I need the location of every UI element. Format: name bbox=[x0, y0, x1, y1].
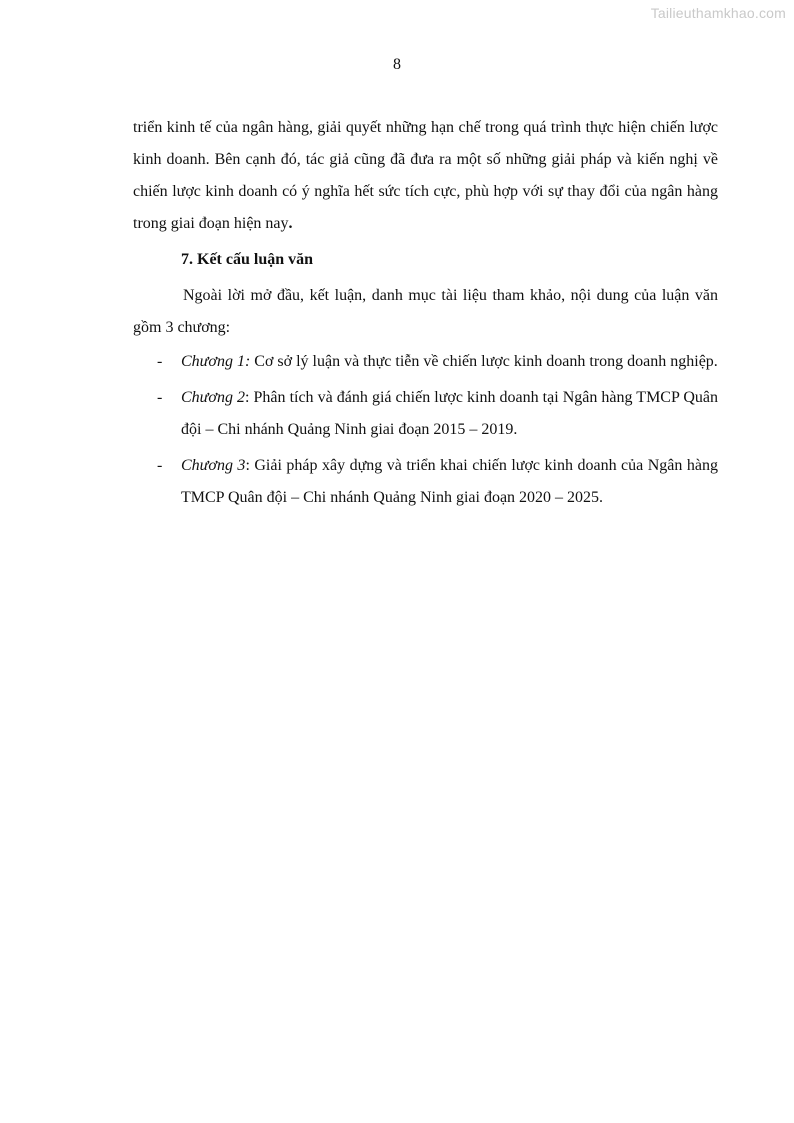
chapter-name: Chương 2 bbox=[181, 389, 245, 406]
paragraph-continuation bbox=[133, 112, 718, 240]
chapter-name: Chương 1: bbox=[181, 353, 251, 370]
chapter-item-3 bbox=[133, 450, 718, 514]
section-intro: Ngoài lời mở đầu, kết luận, danh mục tài liệu tham khảo, nội dung của luận văn gồm 3 chương: bbox=[133, 287, 718, 336]
list-dash: - bbox=[157, 389, 163, 406]
chapter-description: Cơ sở lý luận và thực tiễn về chiến lược kinh doanh trong doanh nghiệp. bbox=[250, 353, 718, 370]
chapter-item-1 bbox=[133, 346, 718, 378]
chapter-description: : Giải pháp xây dựng và triển khai chiến lược kinh doanh của Ngân hàng TMCP Quân đội – Chi nhánh Quảng Ninh giai đoạn 2020 – 2025. bbox=[181, 457, 719, 506]
document-body bbox=[133, 112, 718, 518]
chapter-list bbox=[133, 346, 718, 514]
section-heading: 7. Kết cấu luận văn bbox=[181, 251, 314, 268]
paragraph-text: triển kinh tế của ngân hàng, giải quyết những hạn chế trong quá trình thực hiện chiến lược kinh doanh. Bên cạnh đó, tác giả cũng đã đưa ra một số những giải pháp và kiến nghị về chiến lược kinh doanh có ý nghĩa hết sức tích cực, phù hợp với sự thay đổi của ngân hàng trong giai đoạn hiện nay bbox=[133, 119, 718, 232]
page-number: 8 bbox=[393, 56, 401, 73]
paragraph-end-mark: . bbox=[288, 215, 293, 232]
watermark: Tailieuthamkhao.com bbox=[650, 5, 786, 21]
chapter-item-2 bbox=[133, 382, 718, 446]
list-dash: - bbox=[157, 457, 163, 474]
chapter-description: : Phân tích và đánh giá chiến lược kinh doanh tại Ngân hàng TMCP Quân đội – Chi nhánh Quảng Ninh giai đoạn 2015 – 2019. bbox=[181, 389, 719, 438]
list-dash: - bbox=[157, 353, 163, 370]
chapter-name: Chương 3 bbox=[181, 457, 246, 474]
